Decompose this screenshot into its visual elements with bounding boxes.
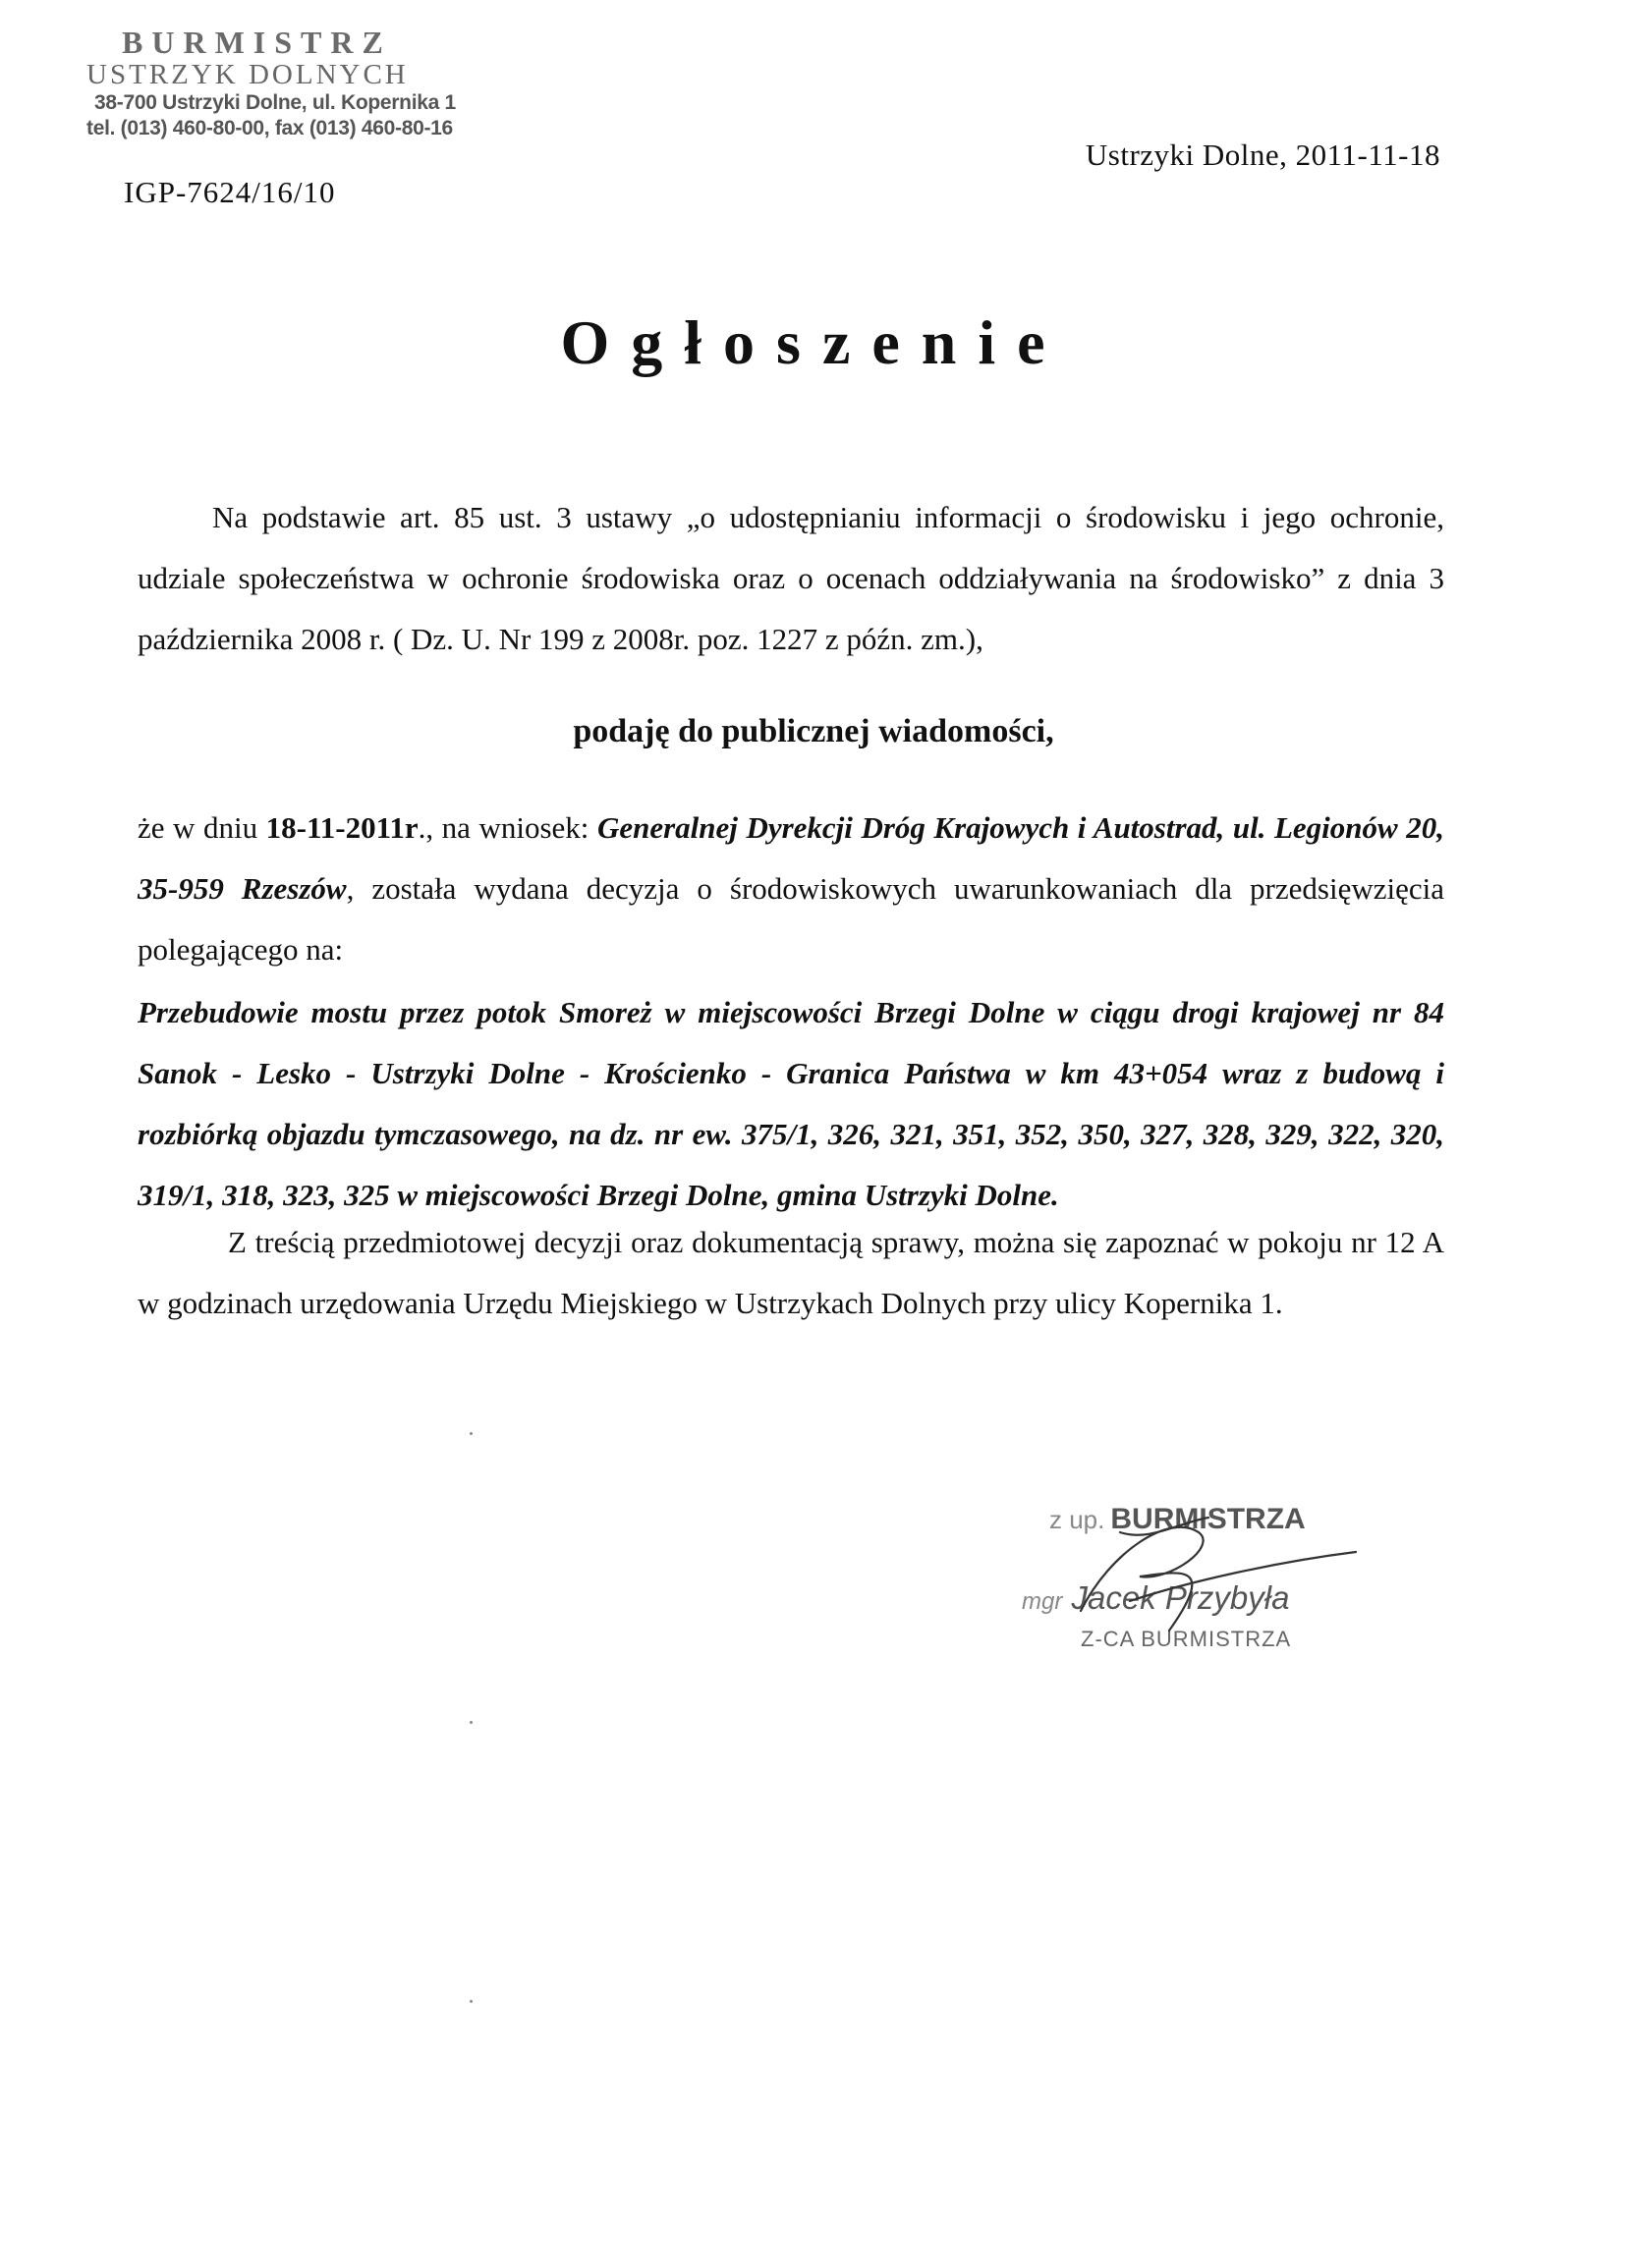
letterhead-organization: BURMISTRZ xyxy=(122,25,392,60)
scan-speck xyxy=(470,1721,473,1724)
signature-name-text: Jacek Przybyła xyxy=(1071,1579,1290,1616)
decision-date: 18-11-2011r xyxy=(265,810,419,845)
decision-text-3: , została wydana decyzja o środowiskowych uwarunkowaniach dla przedsięwzięcia polegającego na: xyxy=(138,871,1444,967)
announcement-heading: podaję do publicznej wiadomości, xyxy=(573,713,1054,749)
signature-title-text: BURMISTRZA xyxy=(1110,1503,1306,1535)
legal-basis-paragraph: Na podstawie art. 85 ust. 3 ustawy „o udostępnianiu informacji o środowisku i jego ochronie, udziale społeczeństwa w ochronie środowiska oraz o ocenach oddziaływania na środowisko” z dnia 3 października 2008 r. ( Dz. U. Nr 199 z 2008r. poz. 1227 z późn. zm.), xyxy=(138,500,1444,656)
scan-speck xyxy=(470,2000,473,2003)
decision-text-2: ., na wniosek: xyxy=(418,810,597,845)
reference-number: IGP-7624/16/10 xyxy=(124,175,336,209)
applicant-name: Generalnej Dyrekcji Dróg Krajowych i Autostrad, ul. Legionów 20, 35-959 Rzeszów xyxy=(138,810,1444,906)
project-description: Przebudowie mostu przez potok Smoreż w miejscowości Brzegi Dolne w ciągu drogi krajowej nr 84 Sanok - Lesko - Ustrzyki Dolne - Krościenko - Granica Państwa w km 43+054 wraz z budową i rozbiórką objazdu tymczasowego, na dz. nr ew. 375/1, 326, 321, 351, 352, 350, 327, 328, 329, 322, 320, 319/1, 318, 323, 325 w miejscowości Brzegi Dolne, gmina Ustrzyki Dolne. xyxy=(138,995,1444,1212)
decision-paragraph xyxy=(138,798,1444,980)
handwritten-signature-icon xyxy=(1022,1493,1434,1670)
letterhead-address: 38-700 Ustrzyki Dolne, ul. Kopernika 1 xyxy=(94,91,456,114)
letterhead xyxy=(86,26,499,141)
signature-name-prefix: mgr xyxy=(1022,1588,1063,1615)
place-date: Ustrzyki Dolne, 2011-11-18 xyxy=(1085,138,1440,172)
document-title: Ogłoszenie xyxy=(560,307,1067,377)
letterhead-city: USTRZYK DOLNYCH xyxy=(86,59,409,90)
inspection-paragraph: Z treścią przedmiotowej decyzji oraz dokumentacją sprawy, można się zapoznać w pokoju nr 12 A w godzinach urzędowania Urzędu Miejskiego w Ustrzykach Dolnych przy ulicy Kopernika 1. xyxy=(138,1225,1444,1320)
scan-speck xyxy=(470,1432,473,1435)
signature-stamp xyxy=(1022,1493,1434,1670)
letterhead-phone: tel. (013) 460-80-00, fax (013) 460-80-16 xyxy=(86,117,453,139)
decision-text-1: że w dniu xyxy=(138,810,266,845)
signature-position: Z-CA BURMISTRZA xyxy=(1081,1627,1292,1651)
signature-title-prefix: z up. xyxy=(1049,1505,1105,1534)
